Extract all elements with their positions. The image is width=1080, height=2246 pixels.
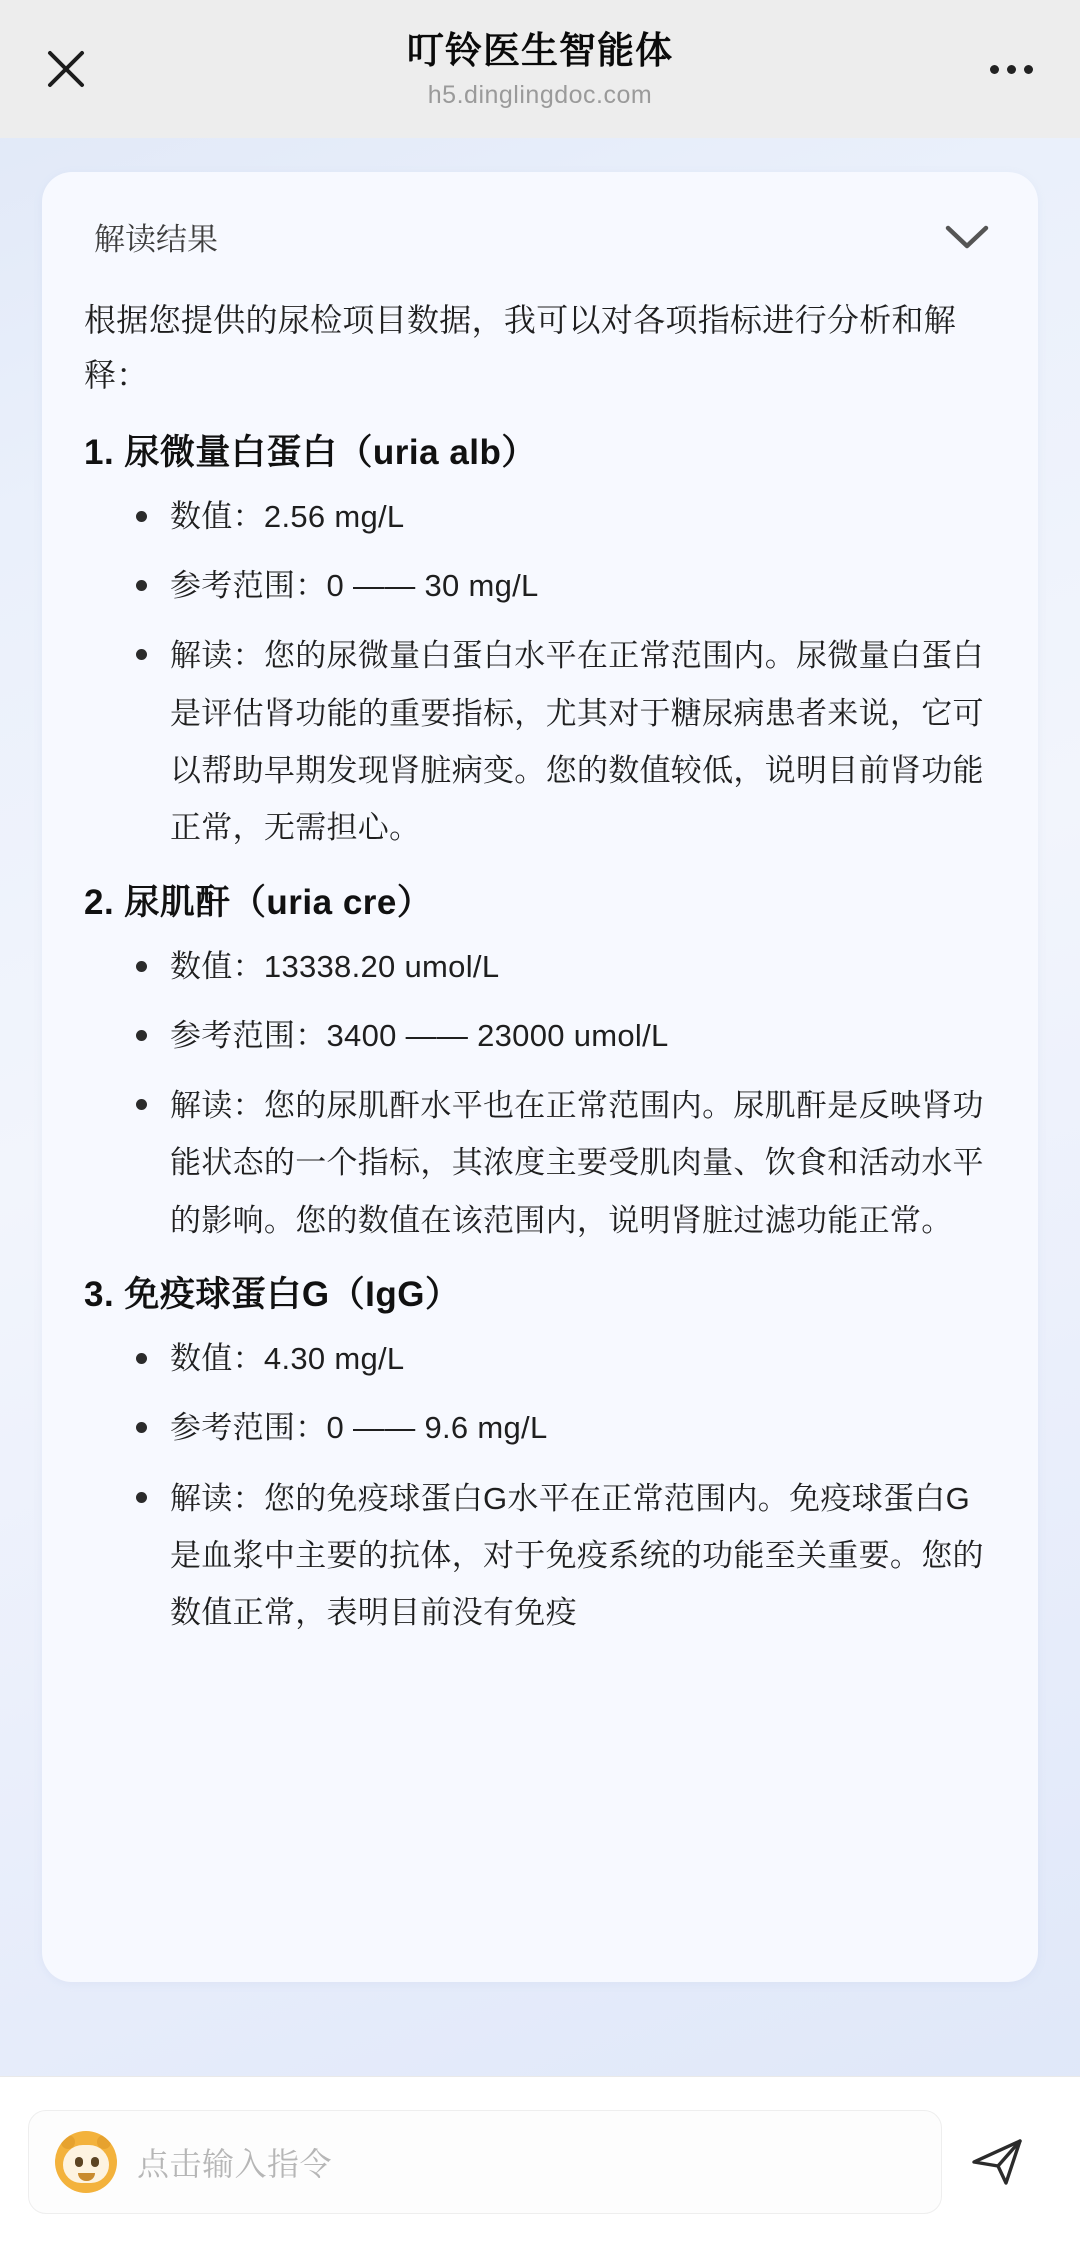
section-list-3: [84, 1331, 996, 1641]
page-subtitle-url: h5.dinglingdoc.com: [427, 80, 653, 109]
navigation-titles: [0, 0, 1080, 138]
result-card-title: 解读结果: [94, 222, 218, 257]
list-item: 参考范围：3400 —— 23000 umol/L: [124, 1008, 996, 1063]
page-title: 叮铃医生智能体: [407, 30, 673, 72]
bot-avatar-icon: [55, 2131, 117, 2193]
result-card-header[interactable]: [78, 214, 1002, 259]
more-options-icon[interactable]: [976, 39, 1046, 99]
list-item: 参考范围：0 —— 9.6 mg/L: [124, 1400, 996, 1455]
result-card: [42, 172, 1038, 1982]
list-item: 参考范围：0 —— 30 mg/L: [124, 558, 996, 613]
section-list-2: [84, 939, 996, 1249]
section-list-1: [84, 489, 996, 857]
send-icon[interactable]: [942, 2110, 1052, 2214]
list-item: 数值：13338.20 umol/L: [124, 939, 996, 994]
message-input-bar: [0, 2076, 1080, 2246]
list-item: 数值：4.30 mg/L: [124, 1331, 996, 1386]
list-item: 解读：您的尿微量白蛋白水平在正常范围内。尿微量白蛋白是评估肾功能的重要指标，尤其对于糖尿病患者来说，它可以帮助早期发现肾脏病变。您的数值较低，说明目前肾功能正常，无需担心。: [124, 627, 996, 856]
list-item: 解读：您的尿肌酐水平也在正常范围内。尿肌酐是反映肾功能状态的一个指标，其浓度主要受肌肉量、饮食和活动水平的影响。您的数值在该范围内，说明肾脏过滤功能正常。: [124, 1077, 996, 1249]
section-title-1: 1. 尿微量白蛋白（uria alb）: [84, 433, 537, 473]
list-item: 数值：2.56 mg/L: [124, 489, 996, 544]
navigation-bar: [0, 0, 1080, 138]
intro-paragraph: 根据您提供的尿检项目数据，我可以对各项指标进行分析和解释：: [84, 302, 957, 394]
search-input[interactable]: [28, 2110, 942, 2214]
section-title-3: 3. 免疫球蛋白G（IgG）: [84, 1275, 461, 1315]
result-card-body: [78, 293, 1002, 1642]
close-icon[interactable]: [34, 37, 98, 101]
chevron-down-icon[interactable]: [940, 217, 994, 257]
chat-scroll-area[interactable]: [0, 138, 1080, 2076]
section-title-2: 2. 尿肌酐（uria cre）: [84, 882, 433, 922]
list-item: 解读：您的免疫球蛋白G水平在正常范围内。免疫球蛋白G是血浆中主要的抗体，对于免疫系统的功能至关重要。您的数值正常，表明目前没有免疫: [124, 1470, 996, 1642]
input-placeholder-text: 点击输入指令: [137, 2145, 333, 2182]
